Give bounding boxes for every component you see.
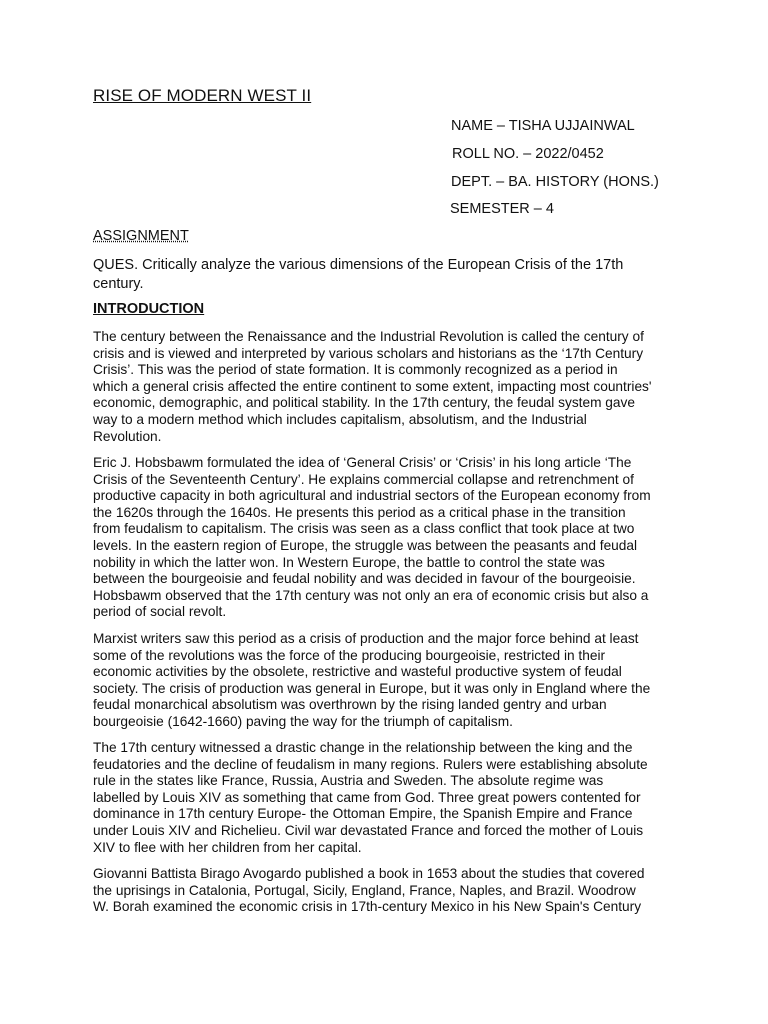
paragraph-line: The 17th century witnessed a drastic change in the relationship between the king and the [93,740,633,755]
paragraph-line: Revolution. [93,428,162,444]
paragraph-line: Hobsbawm observed that the 17th century was not only an era of economic crisis but also a [93,587,649,603]
paragraph-line: society. The crisis of production was general in Europe, but it was only in England where the [93,680,651,696]
paragraph-line: economic activities by the obsolete, restrictive and wasteful productive system of feudal [93,664,622,680]
paragraph-line: levels. In the eastern region of Europe, the struggle was between the peasants and feudal [93,537,638,553]
paragraph-line: productive capacity in both agricultural and industrial sectors of the European economy from [93,488,651,504]
question [93,256,683,294]
paragraph-line: Crisis’. This was the period of state formation. It is commonly recognized as a period in [93,362,618,378]
paragraph-4 [93,740,683,856]
paragraph-line: between the bourgeoisie and feudal nobility and was decided in favour of the bourgeoisie. [93,571,636,587]
paragraph-line: some of the revolutions was the force of the producing bourgeoisie, restricted in their [93,647,606,663]
paragraph-line: nobility in which the latter won. In Western Europe, the battle to control the state was [93,554,605,570]
assignment-label: ASSIGNMENT [93,228,189,244]
paragraph-line: period of social revolt. [93,604,227,620]
paragraph-line: Crisis of the Seventeenth Century’. He explains commercial collapse and retrenchment of [93,471,634,487]
paragraph-line: The century between the Renaissance and the Industrial Revolution is called the century of [93,329,644,344]
question-line: century. [93,276,144,292]
paragraph-line: Giovanni Battista Birago Avogardo published a book in 1653 about the studies that covered [93,866,645,881]
paragraph-line: Marxist writers saw this period as a crisis of production and the major force behind at least [93,631,639,646]
paragraph-5 [93,866,683,916]
student-name: NAME – TISHA UJJAINWAL [451,118,635,134]
paragraph-line: labelled by Louis XIV as something that came from God. Three great powers contented for [93,789,641,805]
paragraph-line: way to a modern method which includes capitalism, absolutism, and the Industrial [93,411,587,427]
paragraph-line: crisis and is viewed and interpreted by various scholars and historians as the ‘17th Century [93,345,644,361]
department: DEPT. – BA. HISTORY (HONS.) [451,174,659,190]
roll-number: ROLL NO. – 2022/0452 [452,146,604,162]
paragraph-line: from feudalism to capitalism. The crisis was seen as a class conflict that took place at two [93,521,635,537]
paragraph-2 [93,455,683,621]
paragraph-line: feudal monarchical absolutism was overthrown by the rising landed gentry and urban [93,697,607,713]
course-title: RISE OF MODERN WEST II [93,86,312,105]
paragraph-line: the uprisings in Catalonia, Portugal, Sicily, England, France, Naples, and Brazil. Woodrow [93,882,636,898]
paragraph-1 [93,329,683,445]
paragraph-line: dominance in 17th century Europe- the Ottoman Empire, the Spanish Empire and France [93,806,633,822]
question-line: QUES. Critically analyze the various dimensions of the European Crisis of the 17th [93,257,624,273]
paragraph-line: bourgeoisie (1642-1660) paving the way for the triumph of capitalism. [93,713,513,729]
paragraph-line: Eric J. Hobsbawm formulated the idea of ‘General Crisis’ or ‘Crisis’ in his long article ‘The [93,455,632,470]
paragraph-line: the 1620s through the 1640s. He presents this period as a critical phase in the transition [93,504,626,520]
paragraph-line: feudatories and the decline of feudalism in many regions. Rulers were establishing absolute [93,756,648,772]
introduction-heading: INTRODUCTION [93,301,205,317]
paragraph-line: W. Borah examined the economic crisis in 17th-century Mexico in his New Spain's Century [93,899,642,915]
paragraph-line: economic, demographic, and political stability. In the 17th century, the feudal system gave [93,395,635,411]
paragraph-line: under Louis XIV and Richelieu. Civil war devastated France and forced the mother of Louis [93,822,644,838]
paragraph-3 [93,631,683,731]
paragraph-line: which a general crisis affected the entire continent to some extent, impacting most countries' [93,378,652,394]
paragraph-line: rule in the states like France, Russia, Austria and Sweden. The absolute regime was [93,773,604,789]
semester: SEMESTER – 4 [450,201,554,217]
paragraph-line: XIV to flee with her children from her capital. [93,839,362,855]
